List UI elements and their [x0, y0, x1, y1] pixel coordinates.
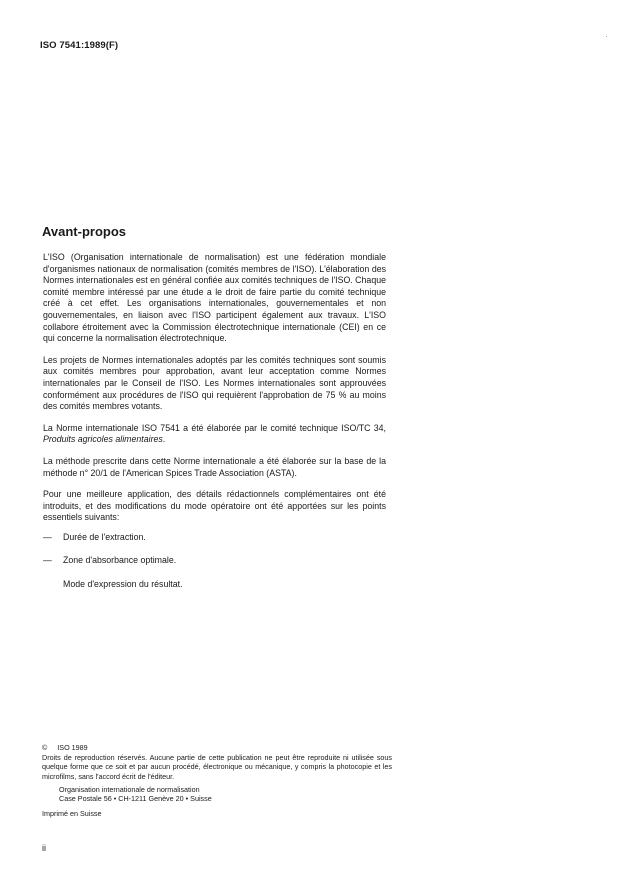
- printed-in: Imprimé en Suisse: [42, 809, 102, 819]
- tc-text: La Norme internationale ISO 7541 a été élaborée par le comité technique ISO/TC 34,: [43, 422, 386, 433]
- rights-notice: Droits de reproduction réservés. Aucune partie de cette publication ne peut être reproduite ni utilisée sous quelque forme que ce soit et par aucun procédé, électronique ou mécanique, y compris la photocopie et les microfilms, sans l'accord écrit de l'éditeur.: [42, 753, 392, 781]
- list-item: [43, 579, 386, 591]
- copyright-line: [42, 743, 392, 752]
- list-item-text: Durée de l'extraction.: [63, 531, 146, 542]
- publisher-address: [42, 785, 392, 803]
- paragraph-modifications-intro: Pour une meilleure application, des détails rédactionnels complémentaires ont été introduits, et des modifications du mode opératoire ont été apportées sur les points essentiels suivants:: [43, 489, 386, 523]
- tc-committee-name: Produits agricoles alimentaires: [43, 434, 163, 445]
- list-item: [43, 555, 386, 567]
- list-item: [43, 532, 386, 544]
- page-mark: [606, 36, 607, 37]
- publisher-postal: Case Postale 56 • CH-1211 Genève 20 • Suisse: [59, 794, 212, 804]
- list-dash: —: [43, 531, 52, 542]
- copyright-footer: [42, 743, 392, 818]
- paragraph-iso-description: L'ISO (Organisation internationale de normalisation) est une fédération mondiale d'organismes nationaux de normalisation (comités membres de l'ISO). L'élaboration des Normes internationales est en général confiée aux comités techniques de l'ISO. Chaque comité membre intéressé par une étude a le droit de faire partie du comité technique créé à cet effet. Les organisations internationales, gouvernementales et non gouvernementales, en liaison avec l'ISO participent également aux travaux. L'ISO collabore étroitement avec la Commission électrotechnique internationale (CEI) en ce qui concerne la normalisation électrotechnique.: [43, 252, 387, 344]
- copyright-symbol: ©: [42, 743, 48, 752]
- list-dash: —: [43, 555, 52, 566]
- tc-end: .: [162, 434, 166, 445]
- page-number: ii: [42, 843, 46, 853]
- section-title: Avant-propos: [42, 224, 127, 239]
- list-item-text: Zone d'absorbance optimale.: [63, 555, 177, 566]
- paragraph-approval-process: Les projets de Normes internationales adoptés par les comités techniques sont soumis aux comités membres pour approbation, avant leur acceptation comme Normes internationales par le Conseil de l'ISO. Les Normes internationales sont approuvées conformément aux procédures de l'ISO qui requièrent l'approbation de 75 % au moins des comités membres votants.: [43, 354, 386, 412]
- publisher-name: Organisation internationale de normalisation: [59, 784, 200, 794]
- modifications-list: [43, 532, 386, 591]
- paragraph-method-origin: La méthode prescrite dans cette Norme internationale a été élaborée sur la base de la méthode n° 20/1 de l'American Spices Trade Association (ASTA).: [43, 455, 386, 478]
- list-item-text: Mode d'expression du résultat.: [63, 579, 183, 590]
- document-reference: ISO 7541:1989(F): [40, 40, 119, 51]
- copyright-text: ISO 1989: [57, 743, 88, 752]
- paragraph-technical-committee: [43, 423, 386, 446]
- foreword-body: [43, 252, 386, 603]
